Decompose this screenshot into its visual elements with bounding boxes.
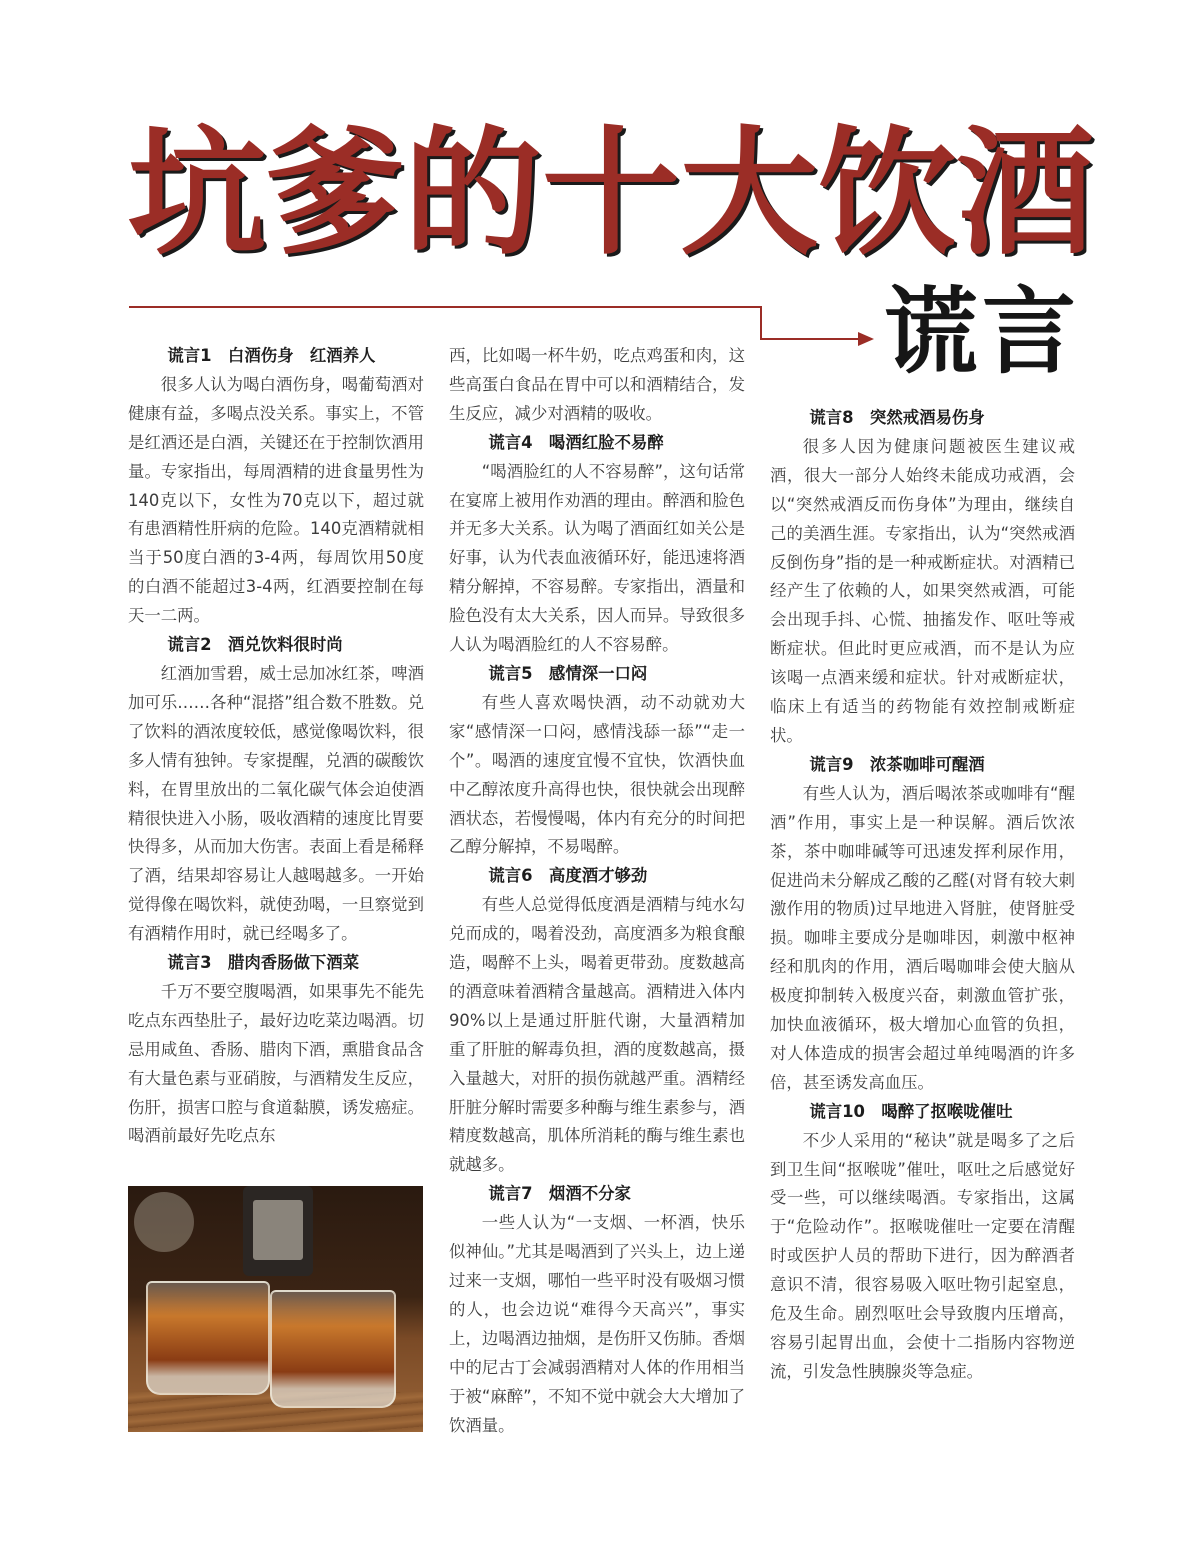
section-paragraph: 不少人采用的“秘诀”就是喝多了之后到卫生间“抠喉咙”催吐，呕吐之后感觉好受一些，可以继续喝酒。专家指出，这属于“危险动作”。抠喉咙催吐一定要在清醒时或医护人员的帮助下进行，因为醉酒者意识不清，很容易吸入呕吐物引起窒息，危及生命。剧烈呕吐会导致腹内压增高，容易引起胃出血，会使十二指肠内容物逆流，引发急性胰腺炎等急症。 [770,1130,1075,1381]
title-char: 饮 [818,111,957,274]
section-heading: 谎言9 浓茶咖啡可醒酒 [809,754,985,774]
section-heading: 谎言2 酒兑饮料很时尚 [167,635,343,655]
header-rule-step [760,306,762,340]
section-paragraph: 有些人总觉得低度酒是酒精与纯水勾兑而成的，喝着没劲，高度酒多为粮食酿造，喝醉不上头，喝着更带劲。度数越高的酒意味着酒精含量越高。酒精进入体内90%以上是通过肝脏代谢，大量酒精加重了肝脏的解毒负担，酒的度数越高，摄入量越大，对肝的损伤就越严重。酒精经肝脏分解时需要多种酶与维生素参与，酒精度数越高，肌体所消耗的酶与维生素也就越多。 [449,895,745,1175]
section-heading: 谎言3 腊肉香肠做下酒菜 [167,953,360,973]
title-char: 的 [404,111,543,274]
section-heading: 谎言1 白酒伤身 红酒养人 [167,346,376,365]
title-char: 大 [680,111,819,274]
section-heading: 谎言4 喝酒红脸不易醉 [488,432,664,452]
section-paragraph: 有些人认为，酒后喝浓茶或咖啡有“醒酒”作用，事实上是一种误解。酒后饮浓茶，茶中咖啡碱等可迅速发挥利尿作用，促进尚未分解成乙酸的乙醛(对肾有较大刺激作用的物质)过早地进入肾脏，使肾脏受损。咖啡主要成分是咖啡因，刺激中枢神经和肌肉的作用，酒后喝咖啡会使大脑从极度抑制转入极度兴奋，刺激血管扩张，加快血液循环，极大增加心血管的负担，对人体造成的损害会超过单纯喝酒的许多倍，甚至诱发高血压。 [770,783,1075,1092]
header-rule-run [760,338,860,340]
photo-glass [146,1281,270,1395]
column-2 [449,342,745,1440]
section-heading: 谎言10 喝醉了抠喉咙催吐 [809,1101,1013,1121]
section-paragraph: 很多人因为健康问题被医生建议戒酒，很大一部分人始终未能成功戒酒，会以“突然戒酒反而伤身体”为理由，继续自己的美酒生涯。专家指出，认为“突然戒酒反倒伤身”指的是一种戒断症状。对酒精已经产生了依赖的人，如果突然戒酒，可能会出现手抖、心慌、抽搐发作、呕吐等戒断症状。但此时更应戒酒，而不是认为应该喝一点酒来缓和症状。针对戒断症状，临床上有适当的药物能有效控制戒断症状。 [770,436,1075,745]
section-paragraph: 有些人喜欢喝快酒，动不动就劝大家“感情深一口闷，感情浅舔一舔”“走一个”。喝酒的速度宜慢不宜快，饮酒快血中乙醇浓度升高得也快，很快就会出现醉酒状态，若慢慢喝，体内有充分的时间把乙醇分解掉，不易喝醉。 [449,692,745,857]
section-heading: 谎言6 高度酒才够劲 [488,866,648,886]
section-paragraph: 一些人认为“一支烟、一杯酒，快乐似神仙。”尤其是喝酒到了兴头上，边上递过来一支烟，哪怕一些平时没有吸烟习惯的人，也会边说“难得今天高兴”，事实上，边喝酒边抽烟，是伤肝又伤肺。香烟中的尼古丁会减弱酒精对人体的作用相当于被“麻醉”，不知不觉中就会大大增加了饮酒量。 [449,1213,745,1435]
title-char: 爹 [266,111,405,274]
section-paragraph: 很多人认为喝白酒伤身，喝葡萄酒对健康有益，多喝点没关系。事实上，不管是红酒还是白酒，关键还在于控制饮酒用量。专家指出，每周酒精的进食量男性为140克以下，女性为70克以下，超过就有患酒精性肝病的危险。140克酒精就相当于50度白酒的3-4两，每周饮用50度的白酒不能超过3-4两，红酒要控制在每天一二两。 [128,374,424,626]
section-paragraph: “喝酒脸红的人不容易醉”，这句话常在宴席上被用作劝酒的理由。醉酒和脸色并无多大关系。认为喝了酒面红如关公是好事，认为代表血液循环好，能迅速将酒精分解掉，不容易醉。专家指出，酒量和脸色没有太大关系，因人而异。导致很多人认为喝酒脸红的人不容易醉。 [449,461,745,655]
article-title [128,108,1095,278]
photo-bottle-label [253,1200,303,1260]
section-paragraph: 红酒加雪碧，威士忌加冰红茶，啤酒加可乐……各种“混搭”组合数不胜数。兑了饮料的酒浓度较低，感觉像喝饮料，很多人情有独钟。专家提醒，兑酒的碳酸饮料，在胃里放出的二氧化碳气体会迫使酒精很快进入小肠，吸收酒精的速度比胃要快得多，从而加大伤害。表面上看是稀释了酒，结果却容易让人越喝越多。一开始觉得像在喝饮料，就使劲喝，一旦察觉到有酒精作用时，就已经喝多了。 [128,663,424,944]
section-paragraph: 千万不要空腹喝酒，如果事先不能先吃点东西垫肚子，最好边吃菜边喝酒。切忌用咸鱼、香肠、腊肉下酒，熏腊食品含有大量色素与亚硝胺，与酒精发生反应，伤肝，损害口腔与食道黏膜，诱发癌症。喝酒前最好先吃点东 [128,981,424,1146]
header-rule [129,306,762,308]
photo-glass [270,1290,396,1408]
section-heading: 谎言5 感情深一口闷 [488,663,648,683]
article-subtitle: 谎言 [884,278,1081,387]
column-3 [770,404,1075,1387]
column-1 [128,342,424,1151]
title-char: 十 [542,111,681,274]
title-char: 坑 [128,111,267,274]
section-paragraph-continued: 西，比如喝一杯牛奶，吃点鸡蛋和肉，这些高蛋白食品在胃中可以和酒精结合，发生反应，减少对酒精的吸收。 [449,346,745,423]
title-char: 酒 [956,111,1095,274]
section-heading: 谎言7 烟酒不分家 [488,1184,631,1204]
arrow-right-icon [858,332,874,346]
section-heading: 谎言8 突然戒酒易伤身 [809,408,985,427]
photo-bokeh [134,1192,194,1252]
whiskey-photo [128,1186,423,1432]
